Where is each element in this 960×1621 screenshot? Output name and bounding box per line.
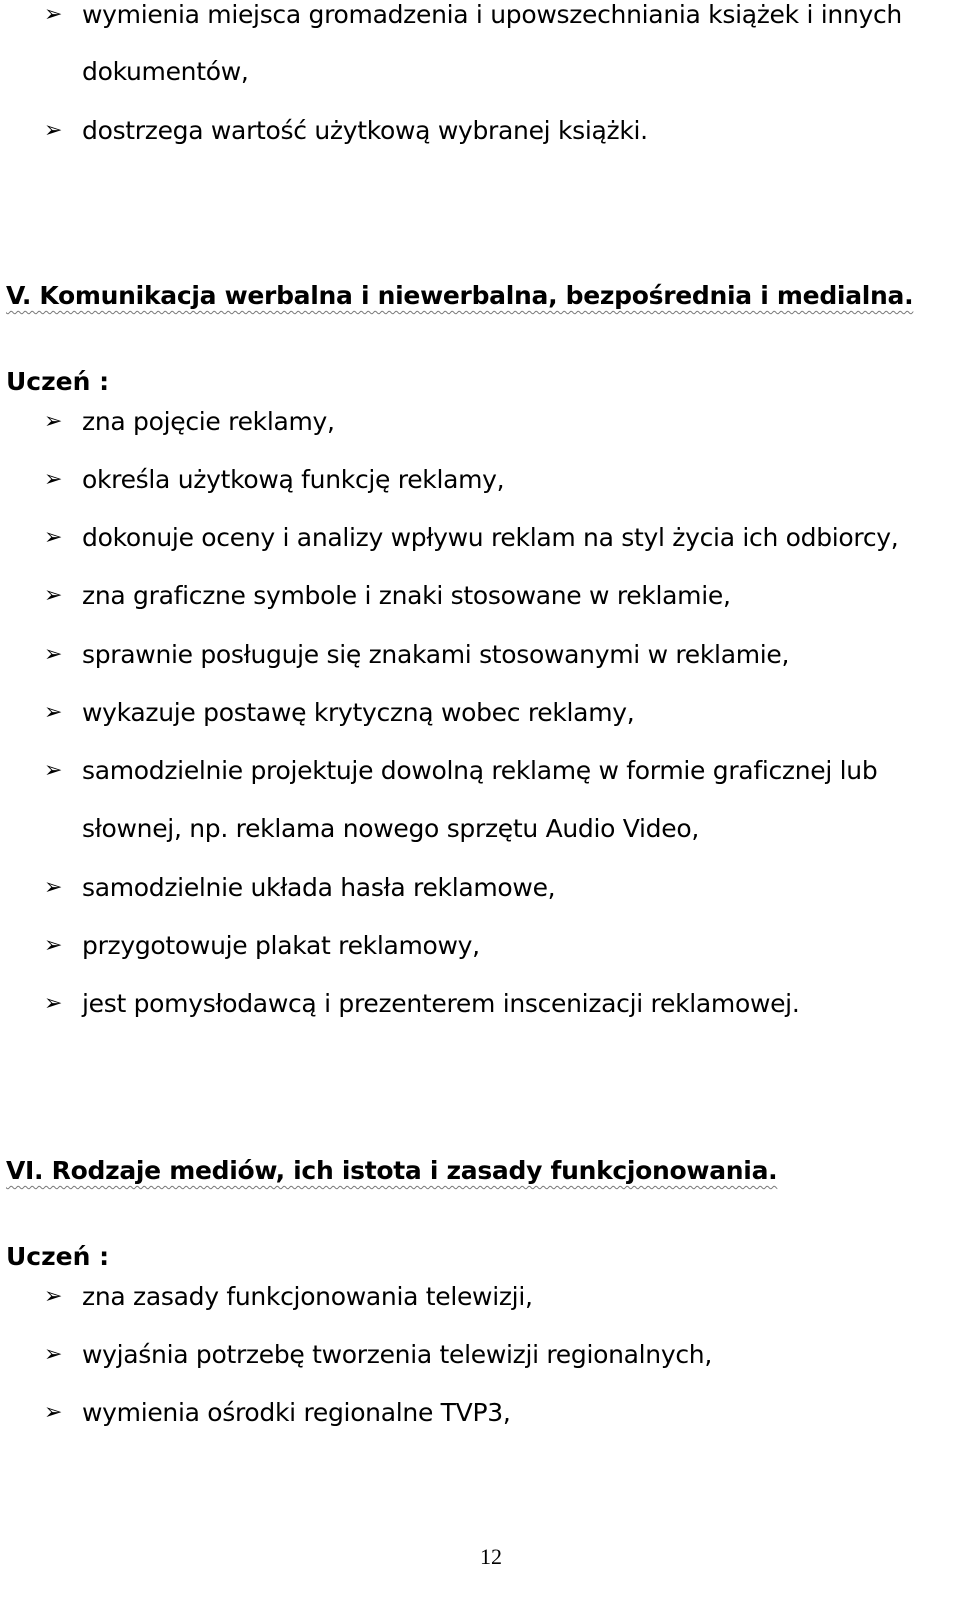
student-label: Uczeń : bbox=[6, 1242, 110, 1271]
arrow-bullet-icon: ➢ bbox=[44, 875, 63, 900]
list-item: zna graficzne symbole i znaki stosowane w reklamie, bbox=[82, 581, 731, 610]
arrow-bullet-icon: ➢ bbox=[44, 583, 63, 608]
list-item: wymienia ośrodki regionalne TVP3, bbox=[82, 1398, 511, 1427]
arrow-bullet-icon: ➢ bbox=[44, 991, 63, 1016]
arrow-bullet-icon: ➢ bbox=[44, 1400, 63, 1425]
arrow-bullet-icon: ➢ bbox=[44, 700, 63, 725]
section-heading-v: V. Komunikacja werbalna i niewerbalna, bezpośrednia i medialna. bbox=[6, 281, 914, 310]
arrow-bullet-icon: ➢ bbox=[44, 467, 63, 492]
list-item: dostrzega wartość użytkową wybranej książki. bbox=[82, 116, 648, 145]
list-item: wyjaśnia potrzebę tworzenia telewizji regionalnych, bbox=[82, 1340, 712, 1369]
list-item: wykazuje postawę krytyczną wobec reklamy, bbox=[82, 698, 635, 727]
list-item: wymienia miejsca gromadzenia i upowszechniania książek i innych bbox=[82, 0, 902, 29]
student-label: Uczeń : bbox=[6, 367, 110, 396]
list-item-continuation: słownej, np. reklama nowego sprzętu Audio Video, bbox=[82, 814, 699, 843]
arrow-bullet-icon: ➢ bbox=[44, 758, 63, 783]
list-item-continuation: dokumentów, bbox=[82, 57, 249, 86]
list-item: dokonuje oceny i analizy wpływu reklam na styl życia ich odbiorcy, bbox=[82, 523, 899, 552]
list-item: przygotowuje plakat reklamowy, bbox=[82, 931, 480, 960]
arrow-bullet-icon: ➢ bbox=[44, 2, 63, 27]
page-number: 12 bbox=[480, 1544, 502, 1569]
list-item: jest pomysłodawcą i prezenterem inscenizacji reklamowej. bbox=[82, 989, 800, 1018]
list-item: zna pojęcie reklamy, bbox=[82, 407, 335, 436]
list-item: sprawnie posługuje się znakami stosowanymi w reklamie, bbox=[82, 640, 790, 669]
list-item: określa użytkową funkcję reklamy, bbox=[82, 465, 505, 494]
arrow-bullet-icon: ➢ bbox=[44, 525, 63, 550]
arrow-bullet-icon: ➢ bbox=[44, 933, 63, 958]
list-item: samodzielnie projektuje dowolną reklamę w formie graficznej lub bbox=[82, 756, 878, 785]
arrow-bullet-icon: ➢ bbox=[44, 642, 63, 667]
arrow-bullet-icon: ➢ bbox=[44, 1342, 63, 1367]
list-item: zna zasady funkcjonowania telewizji, bbox=[82, 1282, 533, 1311]
arrow-bullet-icon: ➢ bbox=[44, 409, 63, 434]
section-heading-vi: VI. Rodzaje mediów, ich istota i zasady funkcjonowania. bbox=[6, 1156, 778, 1185]
list-item: samodzielnie układa hasła reklamowe, bbox=[82, 873, 556, 902]
arrow-bullet-icon: ➢ bbox=[44, 1284, 63, 1309]
arrow-bullet-icon: ➢ bbox=[44, 118, 63, 143]
